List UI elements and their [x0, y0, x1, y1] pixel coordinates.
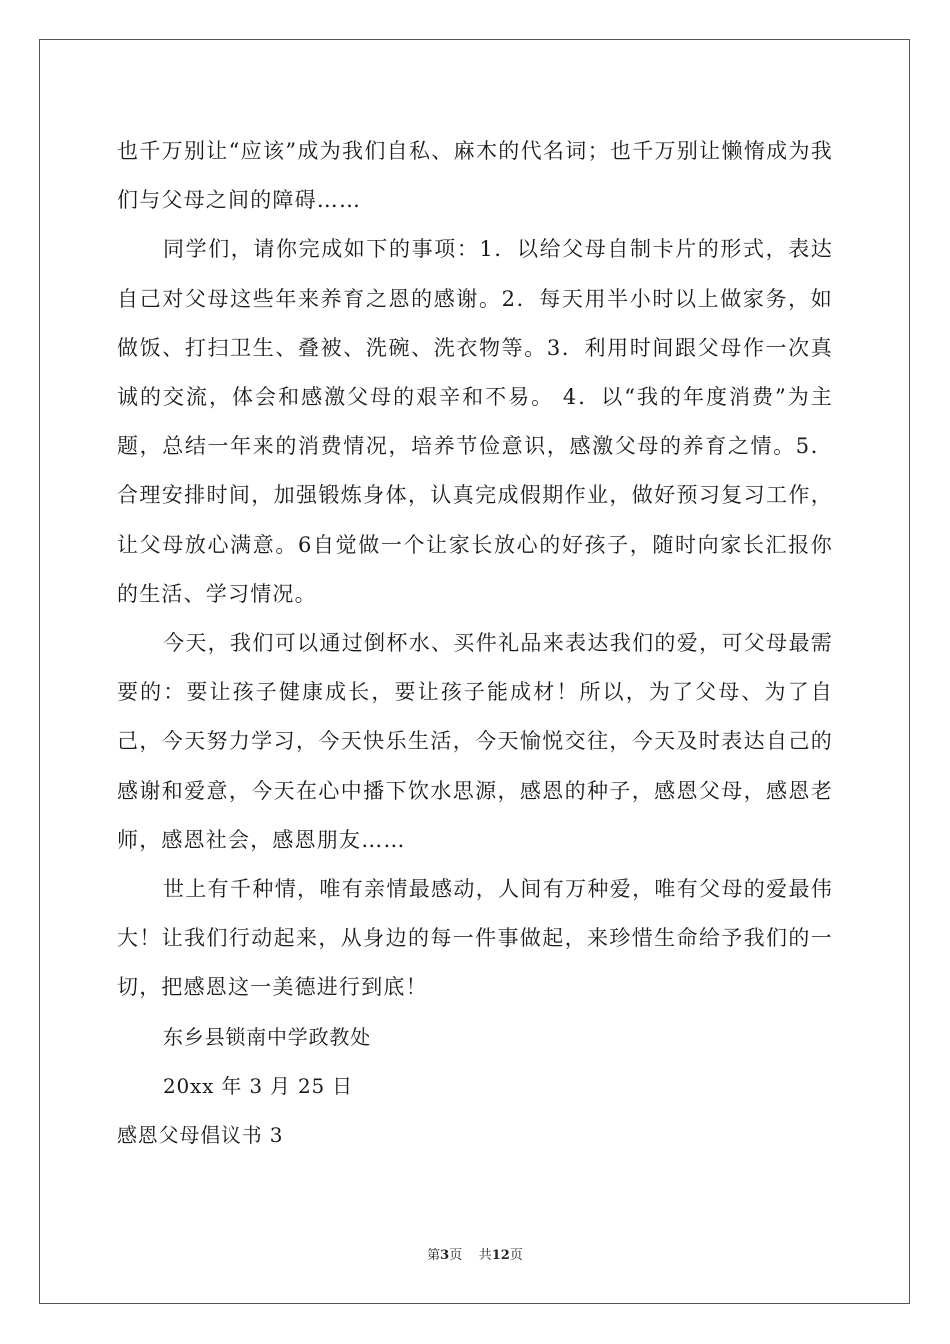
document-body [117, 127, 833, 1160]
footer-total-prefix: 共 [478, 1248, 492, 1263]
paragraph-today: 今天，我们可以通过倒杯水、买件礼品来表达我们的爱，可父母最需要的：要让孩子健康成长，要让孩子能成材！所以，为了父母、为了自己，今天努力学习，今天快乐生活，今天愉悦交往，今天及时表达自己的感谢和爱意，今天在心中播下饮水思源，感恩的种子，感恩父母，感恩老师，感恩社会，感恩朋友…… [117, 631, 833, 852]
footer-page-current: 3 [440, 1248, 450, 1263]
footer-page-total: 12 [491, 1248, 510, 1263]
signature-date: 20xx 年 3 月 25 日 [163, 1073, 353, 1098]
signature-organization: 东乡县锁南中学政教处 [163, 1024, 371, 1049]
page-footer [0, 1244, 950, 1263]
paragraph-closing: 世上有千种情，唯有亲情最感动，人间有万种爱，唯有父母的爱最伟大！让我们行动起来，从身边的每一件事做起，来珍惜生命给予我们的一切，把感恩这一美德进行到底！ [117, 877, 833, 1000]
footer-page-suffix: 页 [449, 1248, 463, 1263]
paragraph-tasks: 同学们，请你完成如下的事项：1．以给父母自制卡片的形式，表达自己对父母这些年来养育之恩的感谢。2．每天用半小时以上做家务，如做饭、打扫卫生、叠被、洗碗、洗衣物等。3．利用时间跟父母作一次真诚的交流，体会和感激父母的艰辛和不易。 4．以“我的年度消费”为主题，总结一年来的消费情况，培养节俭意识，感激父母的养育之情。5．合理安排时间，加强锻炼身体，认真完成假期作业，做好预习复习工作，让父母放心满意。6自觉做一个让家长放心的好孩子，随时向家长汇报你的生活、学习情况。 [117, 237, 833, 606]
paragraph-continuation: 也千万别让“应该”成为我们自私、麻木的代名词；也千万别让懒惰成为我们与父母之间的障碍…… [117, 139, 833, 213]
next-section-title: 感恩父母倡议书 3 [117, 1123, 284, 1148]
footer-total-suffix: 页 [509, 1248, 523, 1263]
footer-page-prefix: 第 [427, 1248, 441, 1263]
